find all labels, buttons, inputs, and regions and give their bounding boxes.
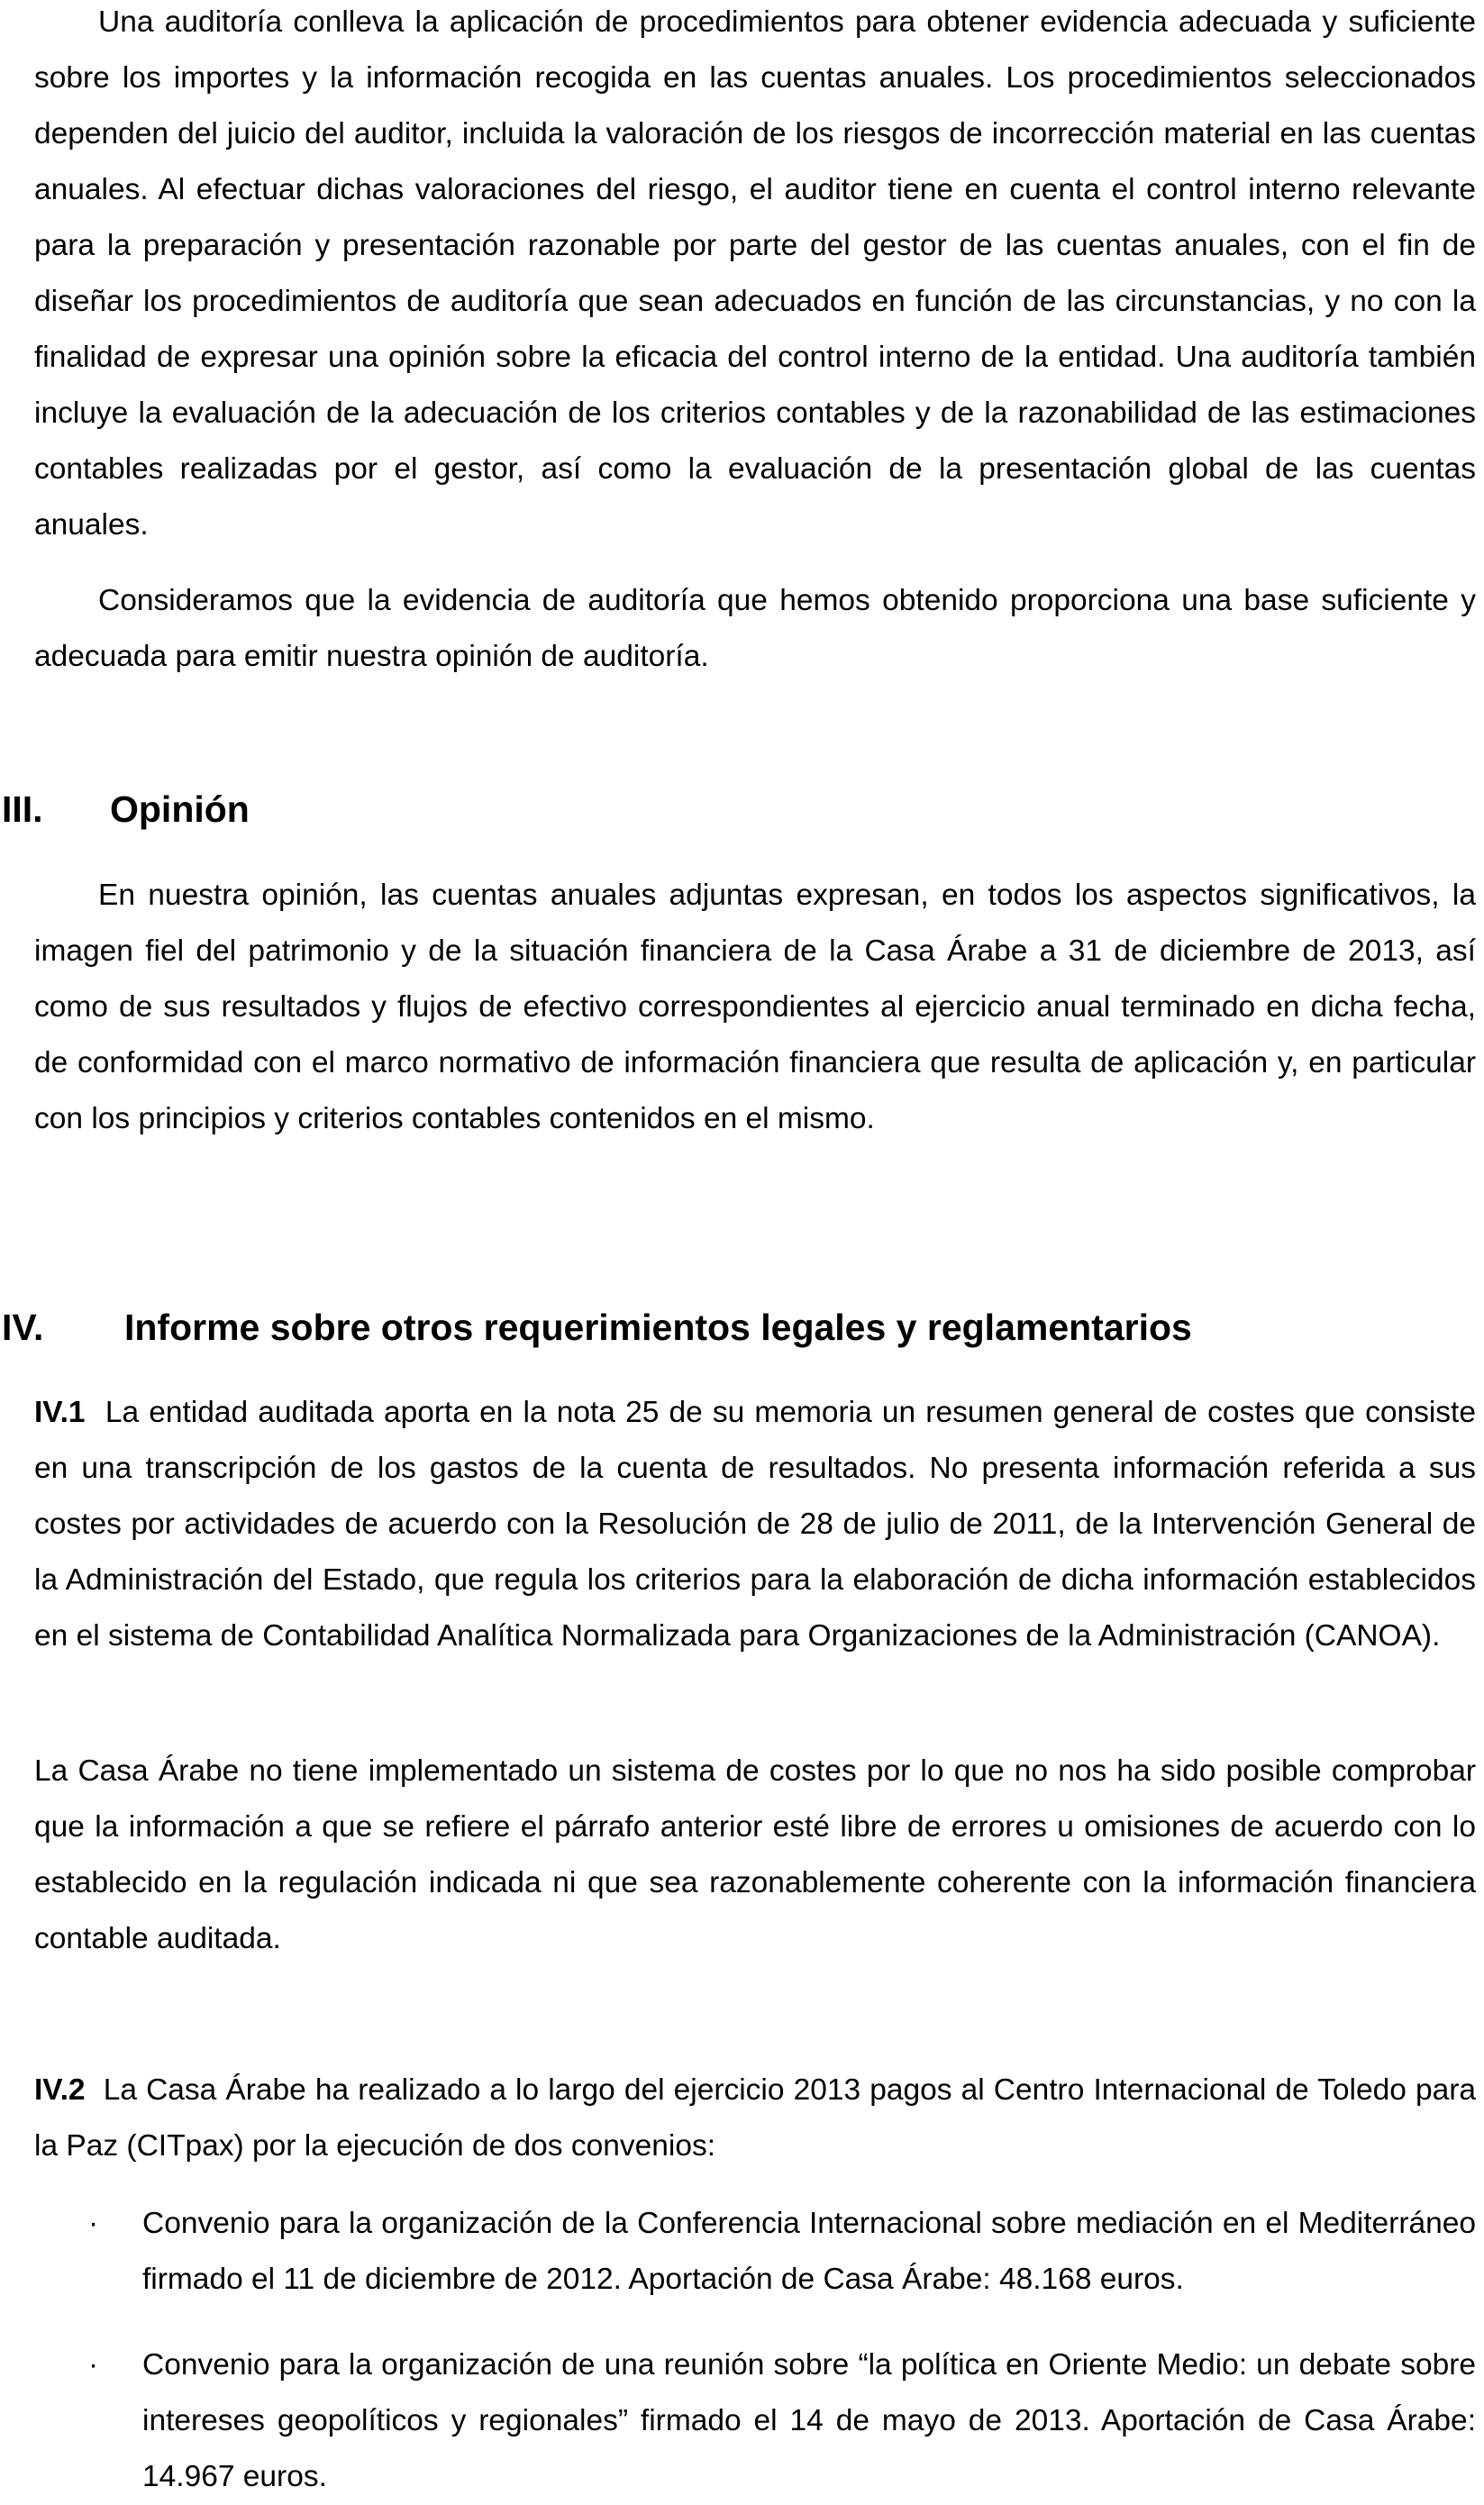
- section-4-number: IV.: [2, 1307, 44, 1348]
- section-3-number: III.: [2, 788, 43, 830]
- subsection-4-2-text: La Casa Árabe ha realizado a lo largo del ejercicio 2013 pagos al Centro Internacional de Toledo para la Paz (CITpax) por la ejecución de dos convenios:: [34, 2073, 1476, 2163]
- section-3-title: Opinión: [110, 788, 250, 830]
- list-item: [34, 2196, 1476, 2308]
- section-3-heading: [2, 787, 1461, 832]
- intro-paragraph-2: Consideramos que la evidencia de auditoría que hemos obtenido proporciona una base suficiente y adecuada para emitir nuestra opinión de auditoría.: [34, 584, 1476, 673]
- bullet-icon: ·: [88, 2207, 99, 2240]
- subsection-4-1-paragraph-2: La Casa Árabe no tiene implementado un sistema de costes por lo que no nos ha sido posible comprobar que la información a que se refiere el párrafo anterior esté libre de errores u omisiones de acuerdo con lo establecido en la regulación indicada ni que sea razonablemente coherente con la información financiera contable auditada.: [34, 1754, 1476, 1955]
- section-4-title: Informe sobre otros requerimientos legales y reglamentarios: [124, 1307, 1192, 1348]
- list-item: [34, 2337, 1476, 2505]
- list-item-text: Convenio para la organización de una reunión sobre “la política en Oriente Medio: un debate sobre intereses geopolíticos y regionales” firmado el 14 de mayo de 2013. Aportación de Casa Árabe: 14.967 euros.: [142, 2348, 1476, 2493]
- subsection-4-1-label: IV.1: [34, 1396, 86, 1429]
- intro-paragraph-1: Una auditoría conlleva la aplicación de procedimientos para obtener evidencia adecuada y suficiente sobre los importes y la información recogida en las cuentas anuales. Los procedimientos seleccionados dependen del juicio del auditor, incluida la valoración de los riesgos de incorrección material en las cuentas anuales. Al efectuar dichas valoraciones del riesgo, el auditor tiene en cuenta el control interno relevante para la preparación y presentación razonable por parte del gestor de las cuentas anuales, con el fin de diseñar los procedimientos de auditoría que sean adecuados en función de las circunstancias, y no con la finalidad de expresar una opinión sobre la eficacia del control interno de la entidad. Una auditoría también incluye la evaluación de la adecuación de los criterios contables y de la razonabilidad de las estimaciones contables realizadas por el gestor, así como la evaluación de la presentación global de las cuentas anuales.: [34, 5, 1476, 542]
- section-3-paragraph: En nuestra opinión, las cuentas anuales adjuntas expresan, en todos los aspectos significativos, la imagen fiel del patrimonio y de la situación financiera de la Casa Árabe a 31 de diciembre de 2013, así como de sus resultados y flujos de efectivo correspondientes al ejercicio anual terminado en dicha fecha, de conformidad con el marco normativo de información financiera que resulta de aplicación y, en particular con los principios y criterios contables contenidos en el mismo.: [34, 879, 1476, 1135]
- bullet-icon: ·: [88, 2348, 99, 2382]
- list-item-text: Convenio para la organización de la Conferencia Internacional sobre mediación en el Mediterráneo firmado el 11 de diciembre de 2012. Aportación de Casa Árabe: 48.168 euros.: [142, 2207, 1476, 2296]
- subsection-4-1-text: La entidad auditada aporta en la nota 25 de su memoria un resumen general de costes que consiste en una transcripción de los gastos de la cuenta de resultados. No presenta información referida a sus costes por actividades de acuerdo con la Resolución de 28 de julio de 2011, de la Intervención General de la Administración del Estado, que regula los criterios para la elaboración de dicha información establecidos en el sistema de Contabilidad Analítica Normalizada para Organizaciones de la Administración (CANOA).: [34, 1396, 1476, 1653]
- section-4-heading: [2, 1305, 1461, 1350]
- subsection-4-2-paragraph: [34, 2063, 1476, 2174]
- subsection-4-2-label: IV.2: [34, 2073, 86, 2107]
- subsection-4-1-paragraph-1: [34, 1385, 1476, 1664]
